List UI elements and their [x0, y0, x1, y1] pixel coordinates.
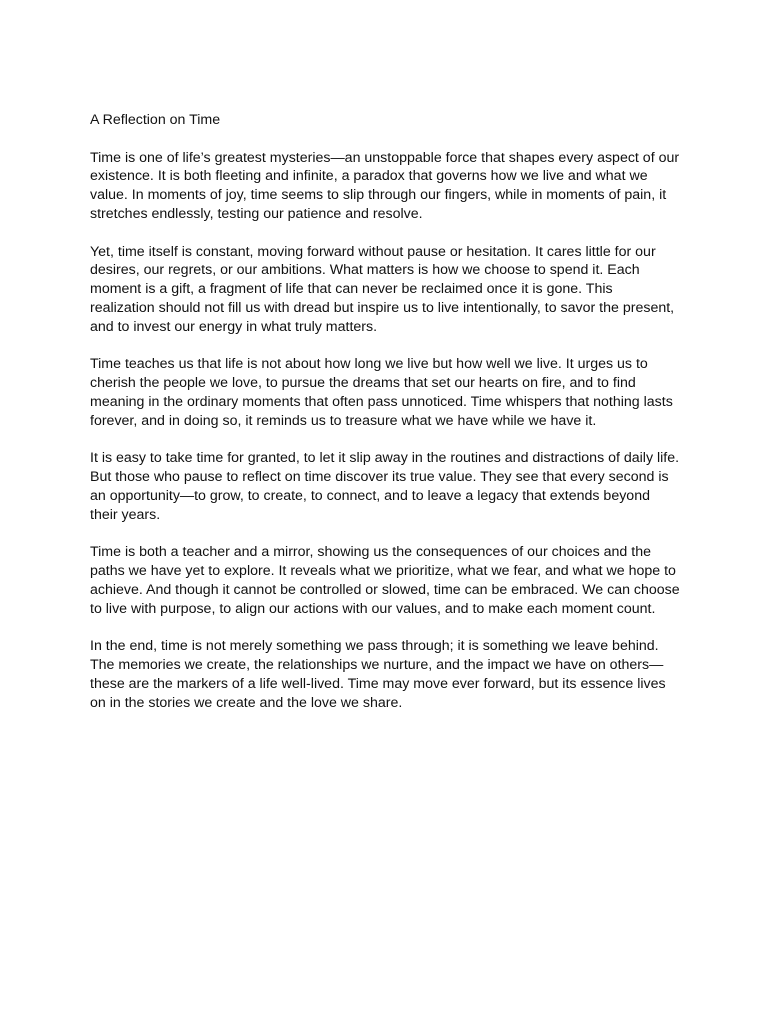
- document-title: A Reflection on Time: [90, 112, 221, 128]
- paragraph-4: It is easy to take time for granted, to let it slip away in the routines and distractions of daily life. But those who pause to reflect on time discover its true value. They see that every second is an opportunity—to grow, to create, to connect, and to leave a legacy that extends beyond their years.: [90, 450, 680, 523]
- paragraph-6: In the end, time is not merely something we pass through; it is something we leave behind. The memories we create, the relationships we nurture, and the impact we have on others—these are the markers of a life well-lived. Time may move ever forward, but its essence lives on in the stories we create and the love we share.: [90, 638, 666, 711]
- paragraph-1: Time is one of life’s greatest mysteries—an unstoppable force that shapes every aspect of our existence. It is both fleeting and infinite, a paradox that governs how we live and what we value. In moments of joy, time seems to slip through our fingers, while in moments of pain, it stretches endlessly, testing our patience and resolve.: [90, 149, 680, 222]
- paragraph-5: Time is both a teacher and a mirror, showing us the consequences of our choices and the paths we have yet to explore. It reveals what we prioritize, what we fear, and what we hope to achieve. And though it cannot be controlled or slowed, time can be embraced. We can choose to live with purpose, to align our actions with our values, and to make each moment count.: [90, 544, 680, 617]
- paragraph-3: Time teaches us that life is not about how long we live but how well we live. It urges us to cherish the people we love, to pursue the dreams that set our hearts on fire, and to find meaning in the ordinary moments that often pass unnoticed. Time whispers that nothing lasts forever, and in doing so, it reminds us to treasure what we have while we have it.: [90, 356, 673, 429]
- paragraph-2: Yet, time itself is constant, moving forward without pause or hesitation. It cares little for our desires, our regrets, or our ambitions. What matters is how we choose to spend it. Each moment is a gift, a fragment of life that can never be reclaimed once it is gone. This realization should not fill us with dread but inspire us to live intentionally, to savor the present, and to invest our energy in what truly matters.: [90, 243, 675, 335]
